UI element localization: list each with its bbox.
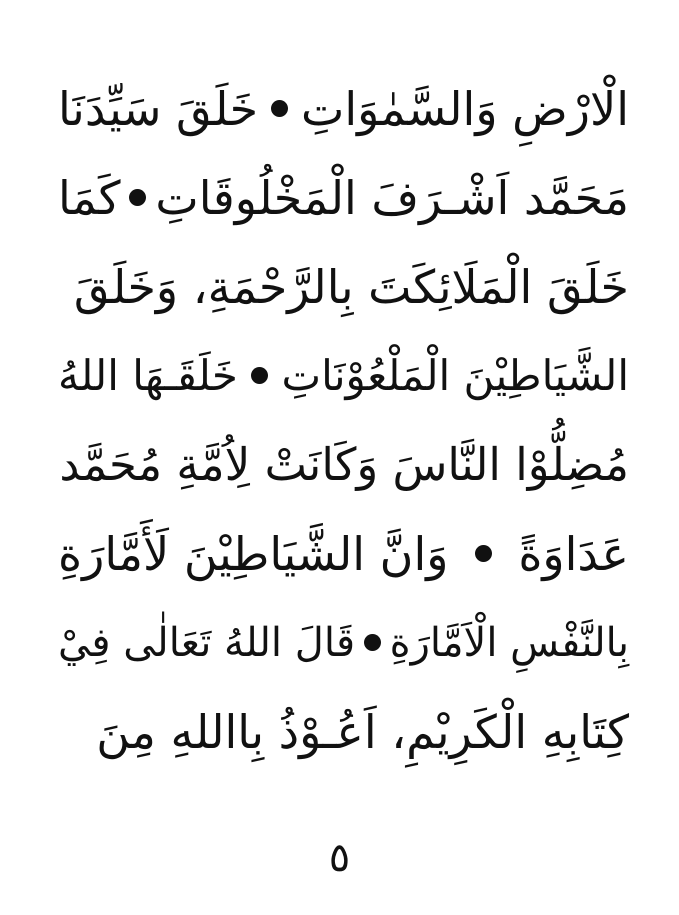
line-6-segment-2: وَانَّ الشَّيَاطِيْنَ لَأَمَّارَةِ (58, 526, 449, 581)
text-line-3 (58, 242, 629, 331)
text-line-5 (58, 420, 629, 509)
text-line-2 (58, 153, 629, 242)
line-1-segment-2: خَلَقَ سَيِّدَنَا (58, 81, 259, 136)
text-line-7 (58, 598, 629, 687)
line-2-segment-2: كَمَا (58, 170, 121, 225)
line-2-segment-1: مَحَمَّد اَشْـرَفَ الْمَخْلُوقَاتِ (155, 170, 629, 225)
text-line-6 (58, 509, 629, 598)
page-number: ٥ (328, 835, 351, 881)
line-8-segment-1: كِتَابِهِ الْكَرِيْمِ، اَعُـوْذُ بِااللهِ مِنَ (96, 704, 629, 759)
bullet-separator-icon (271, 100, 288, 117)
line-4-segment-1: الشَّيَاطِيْنَ الْمَلْعُوْنَاتِ (281, 350, 629, 400)
line-1-segment-1: الْارْضِ وَالسَّمٰوَاتِ (301, 81, 629, 136)
text-line-4 (58, 331, 629, 420)
bullet-separator-icon (364, 634, 381, 651)
line-5-segment-1: مُضِلُّوْا النَّاسَ وَكَانَتْ لِاُمَّةِ مُحَمَّد (59, 438, 629, 491)
line-3-segment-1: خَلَقَ الْمَلَائِكَتَ بِالرَّحْمَةِ، وَخَلَقَ (73, 259, 629, 314)
bullet-separator-icon (129, 189, 146, 206)
line-6-segment-1: عَدَاوَةً (518, 526, 629, 581)
text-line-1 (58, 64, 629, 153)
arabic-text-block (58, 64, 629, 776)
line-4-segment-2: خَلَقَـهَا اللهُ (58, 350, 238, 400)
line-7-segment-2: قَالَ اللهُ تَعَالٰى فِيْ (58, 619, 356, 666)
text-line-8 (58, 687, 629, 776)
bullet-separator-icon (475, 545, 492, 562)
bullet-separator-icon (251, 367, 268, 384)
line-7-segment-1: بِالنَّفْسِ الْاَمَّارَةِ (389, 619, 629, 666)
